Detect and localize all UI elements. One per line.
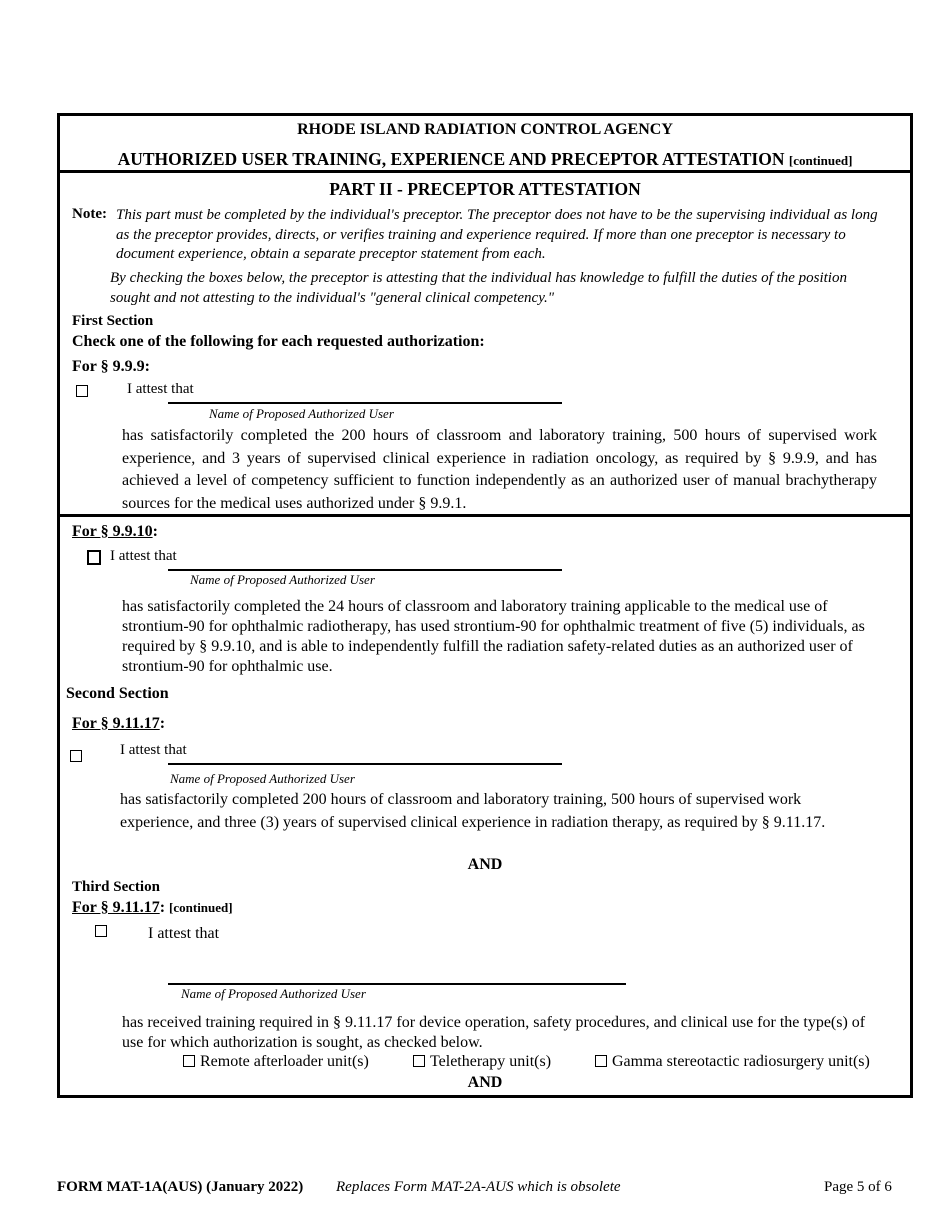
name-caption-9-11-17-device: Name of Proposed Authorized User xyxy=(181,986,366,1001)
option-teletherapy[interactable]: Teletherapy unit(s) xyxy=(413,1053,551,1071)
option-remote-afterloader[interactable]: Remote afterloader unit(s) xyxy=(183,1053,369,1071)
attest-9-9-10-label: I attest that xyxy=(110,548,177,564)
name-field-9-11-17-device[interactable] xyxy=(168,983,626,985)
second-section-title: Second Section xyxy=(66,685,169,702)
section-9-11-17-label: For § 9.11.17: xyxy=(72,715,166,732)
form-title xyxy=(60,149,910,170)
attest-9-11-17-device-text: has received training required in § 9.11.17 for device operation, safety procedures, and clinical use for the type(s) of use for which authorization is sought, as checked below. xyxy=(122,1014,866,1051)
replaces-note: Replaces Form MAT-2A-AUS which is obsolete xyxy=(336,1179,621,1195)
page-number: Page 5 of 6 xyxy=(824,1179,892,1195)
header-divider xyxy=(57,170,913,173)
first-section-title: First Section xyxy=(72,313,154,329)
attest-9-11-17-checkbox[interactable] xyxy=(70,750,82,762)
note-label: Note: xyxy=(72,206,107,222)
name-caption-9-11-17: Name of Proposed Authorized User xyxy=(170,771,355,786)
name-field-9-11-17[interactable] xyxy=(168,763,562,765)
section-9-9-9-label: For § 9.9.9: xyxy=(72,358,150,375)
continued-tag: [continued] xyxy=(788,153,853,168)
name-caption-9-9-10: Name of Proposed Authorized User xyxy=(190,572,375,587)
form-id: FORM MAT-1A(AUS) (January 2022) xyxy=(57,1179,304,1195)
name-field-9-9-10[interactable] xyxy=(168,569,562,571)
teletherapy-checkbox[interactable] xyxy=(413,1055,425,1067)
name-field-9-9-9[interactable] xyxy=(168,402,562,404)
attest-9-9-9-text: has satisfactorily completed the 200 hours of classroom and laboratory training, 500 hours of supervised work experience, and 3 years of supervised clinical experience in radiation oncology, as required by § 9.9.9, and has achieved a level of competency sufficient to function independently as an authorized user of manual brachytherapy sources for the medical uses authorized under § 9.9.1. xyxy=(122,427,877,512)
section-9-9-10-label: For § 9.9.10: xyxy=(72,523,158,540)
attest-9-11-17-device-label: I attest that xyxy=(148,925,220,942)
name-caption-9-9-9: Name of Proposed Authorized User xyxy=(209,406,394,421)
remote-afterloader-checkbox[interactable] xyxy=(183,1055,195,1067)
attest-9-11-17-text: has satisfactorily completed 200 hours of classroom and laboratory training, 500 hours of supervised work experience, and three (3) years of supervised clinical experience in radiation therapy, as required by § 9.11.17. xyxy=(120,791,826,831)
attestation-note: By checking the boxes below, the preceptor is attesting that the individual has knowledge to fulfill the duties of the position sought and not attesting to the individual's "general clinical competency." xyxy=(110,270,847,306)
agency-name: RHODE ISLAND RADIATION CONTROL AGENCY xyxy=(297,121,673,138)
gamma-stereotactic-checkbox[interactable] xyxy=(595,1055,607,1067)
attest-9-9-10-checkbox[interactable] xyxy=(87,550,101,565)
and-connector-2: AND xyxy=(467,1074,503,1091)
attest-9-11-17-label: I attest that xyxy=(120,742,187,758)
attest-9-9-10-text: has satisfactorily completed the 24 hours of classroom and laboratory training applicable to the medical use of strontium-90 for ophthalmic radiotherapy, has used strontium-90 for ophthalmic treatment of five (5) individuals, as required by § 9.9.10, and is able to independently fulfill the radiation safety-related duties as an authorized user of strontium-90 for ophthalmic use. xyxy=(122,598,865,675)
note-text: This part must be completed by the individual's preceptor. The preceptor does not have to be the supervising individual as long as the preceptor provides, directs, or verifies training and experience required. If more than one preceptor is necessary to document experience, obtain a separate preceptor statement from each. xyxy=(116,207,878,262)
form-title-text: AUTHORIZED USER TRAINING, EXPERIENCE AND PRECEPTOR ATTESTATION xyxy=(117,149,785,169)
section-9-11-17-continued-label: For § 9.11.17: [continued] xyxy=(72,899,233,916)
third-section-title: Third Section xyxy=(72,879,160,895)
option-gamma-stereotactic[interactable]: Gamma stereotactic radiosurgery unit(s) xyxy=(595,1053,870,1071)
part-title: PART II - PRECEPTOR ATTESTATION xyxy=(329,179,641,199)
first-section-instruction: Check one of the following for each requested authorization: xyxy=(72,333,485,350)
and-connector-1: AND xyxy=(467,856,503,873)
attest-9-9-9-checkbox[interactable] xyxy=(76,385,88,397)
attest-9-11-17-device-checkbox[interactable] xyxy=(95,925,107,937)
attest-9-9-9-label: I attest that xyxy=(127,381,194,397)
